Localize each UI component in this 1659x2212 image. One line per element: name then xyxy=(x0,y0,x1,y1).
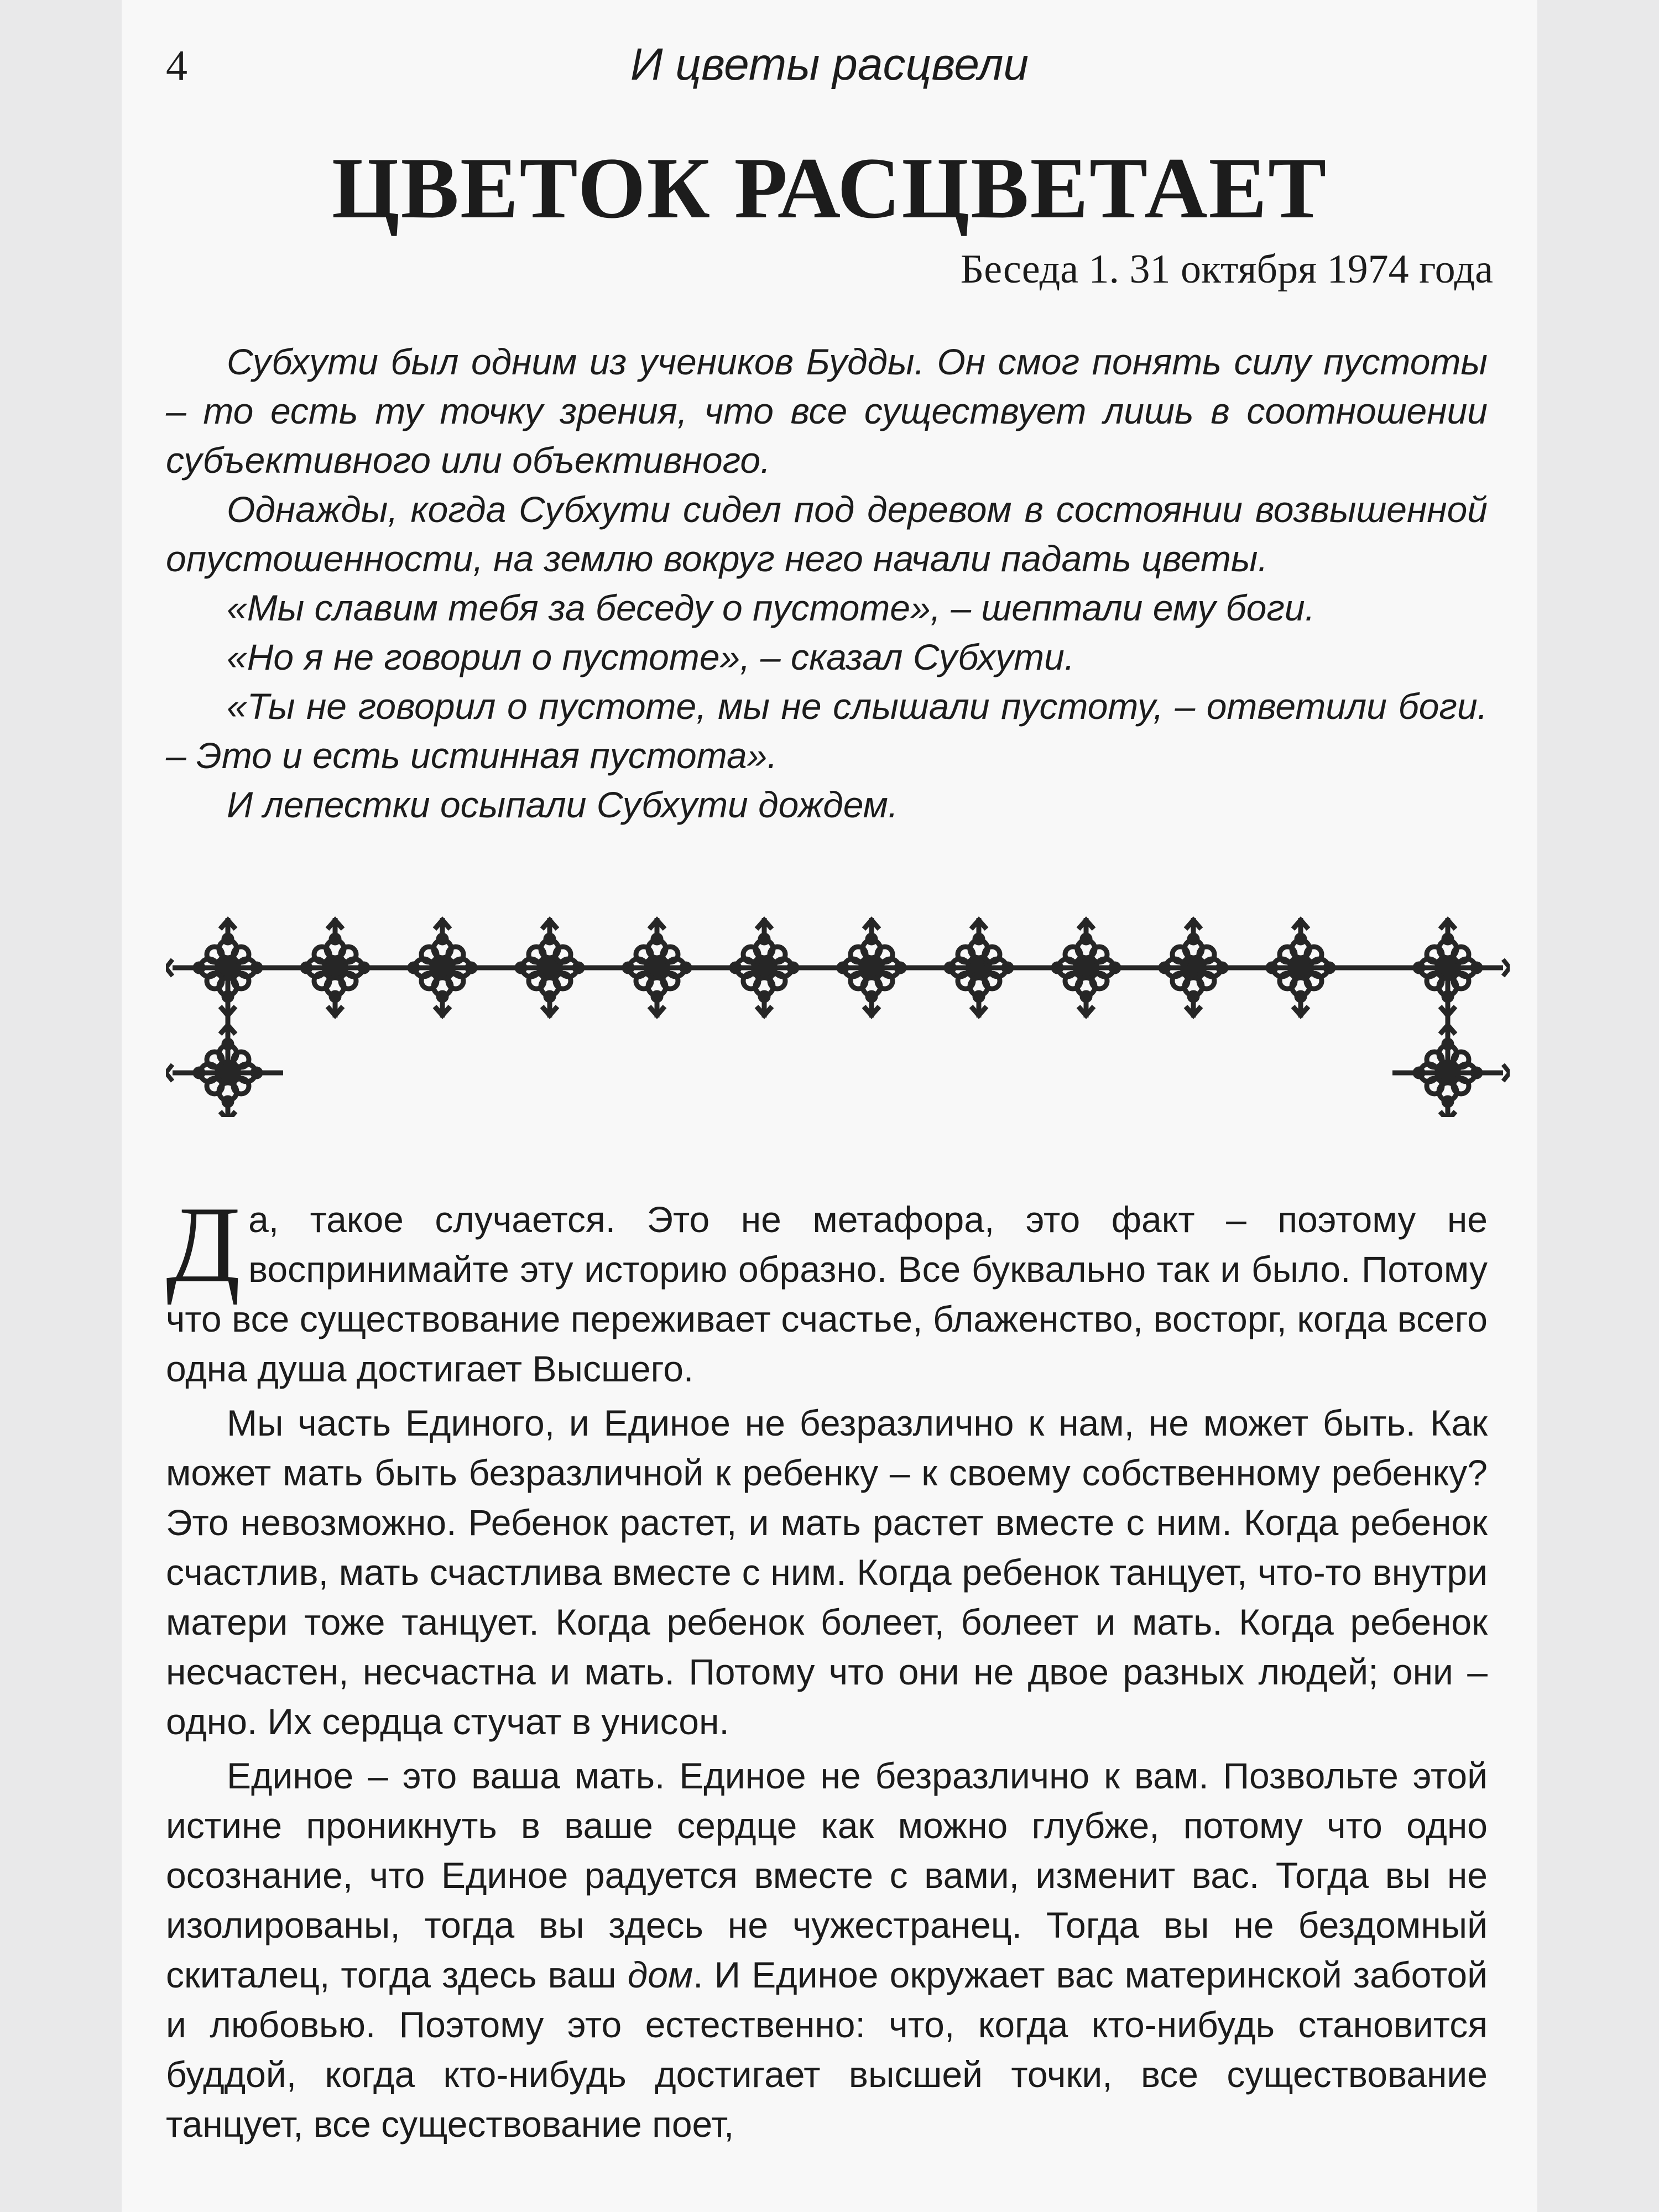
epigraph-paragraph: «Но я не говорил о пустоте», – сказал Субхути. xyxy=(227,637,1075,677)
epigraph-paragraph: Однажды, когда Субхути сидел под деревом в состоянии возвышенной опустошенности, на землю вокруг него начали падать цветы. xyxy=(166,489,1488,579)
body-paragraph: Мы часть Единого, и Единое не безразлично к нам, не может быть. Как может мать быть безразличной к ребенку – к своему собственному ребенку? Это невозможно. Ребенок растет, и мать растет вместе с ним. Когда ребенок счастлив, мать счастлива вместе с ним. Когда ребенок танцует, что-то внутри матери тоже танцует. Когда ребенок болеет, болеет и мать. Когда ребенок несчастен, несчастна и мать. Потому что они не двое разных людей; они – одно. Их сердца стучат в унисон. xyxy=(166,1402,1488,1742)
epigraph-paragraph: «Мы славим тебя за беседу о пустоте», – шептали ему боги. xyxy=(227,587,1315,628)
epigraph-paragraph: И лепестки осыпали Субхути дождем. xyxy=(227,784,899,825)
emphasized-word: дом xyxy=(627,1954,693,1995)
epigraph-story xyxy=(166,337,1488,830)
lattice-flower-border-icon xyxy=(166,912,1510,1117)
epigraph-paragraph: Субхути был одним из учеников Будды. Он смог понять силу пустоты – то есть ту точку зрения, что все существует лишь в соотношении субъективного или объективного. xyxy=(166,341,1488,481)
running-header: И цветы расцвели xyxy=(630,39,1029,90)
talk-date: Беседа 1. 31 октября 1974 года xyxy=(960,247,1493,292)
body-paragraph: Да, такое случается. Это не метафора, это факт – поэтому не воспринимайте эту историю образно. Все буквально так и было. Потому что все существование переживает счастье, блаженство, восторг, когда всего одна душа достигает Высшего. xyxy=(166,1184,1488,1389)
page-number: 4 xyxy=(166,41,187,90)
chapter-body-text xyxy=(166,1184,1488,2153)
epigraph-paragraph: «Ты не говорил о пустоте, мы не слышали пустоту, – ответили боги. – Это и есть истинная пустота». xyxy=(166,686,1488,776)
drop-cap: Д xyxy=(166,1184,241,1305)
chapter-title: ЦВЕТОК РАСЦВЕТАЕТ xyxy=(331,140,1328,237)
book-page xyxy=(122,0,1537,2212)
body-paragraph: Единое – это ваша мать. Единое не безразлично к вам. Позвольте этой истине проникнуть в ваше сердце как можно глубже, потому что одно осознание, что Единое радуется вместе с вами, изменит вас. Тогда вы не изолированы, тогда вы здесь не чужестранец. Тогда вы не бездомный скиталец, тогда здесь ваш дом. И Единое окружает вас материнской заботой и любовью. Поэтому это естественно: что, когда кто-нибудь становится буддой, когда кто-нибудь достигает высшей точки, все существование танцует, все существование поет, xyxy=(166,1755,1488,2145)
